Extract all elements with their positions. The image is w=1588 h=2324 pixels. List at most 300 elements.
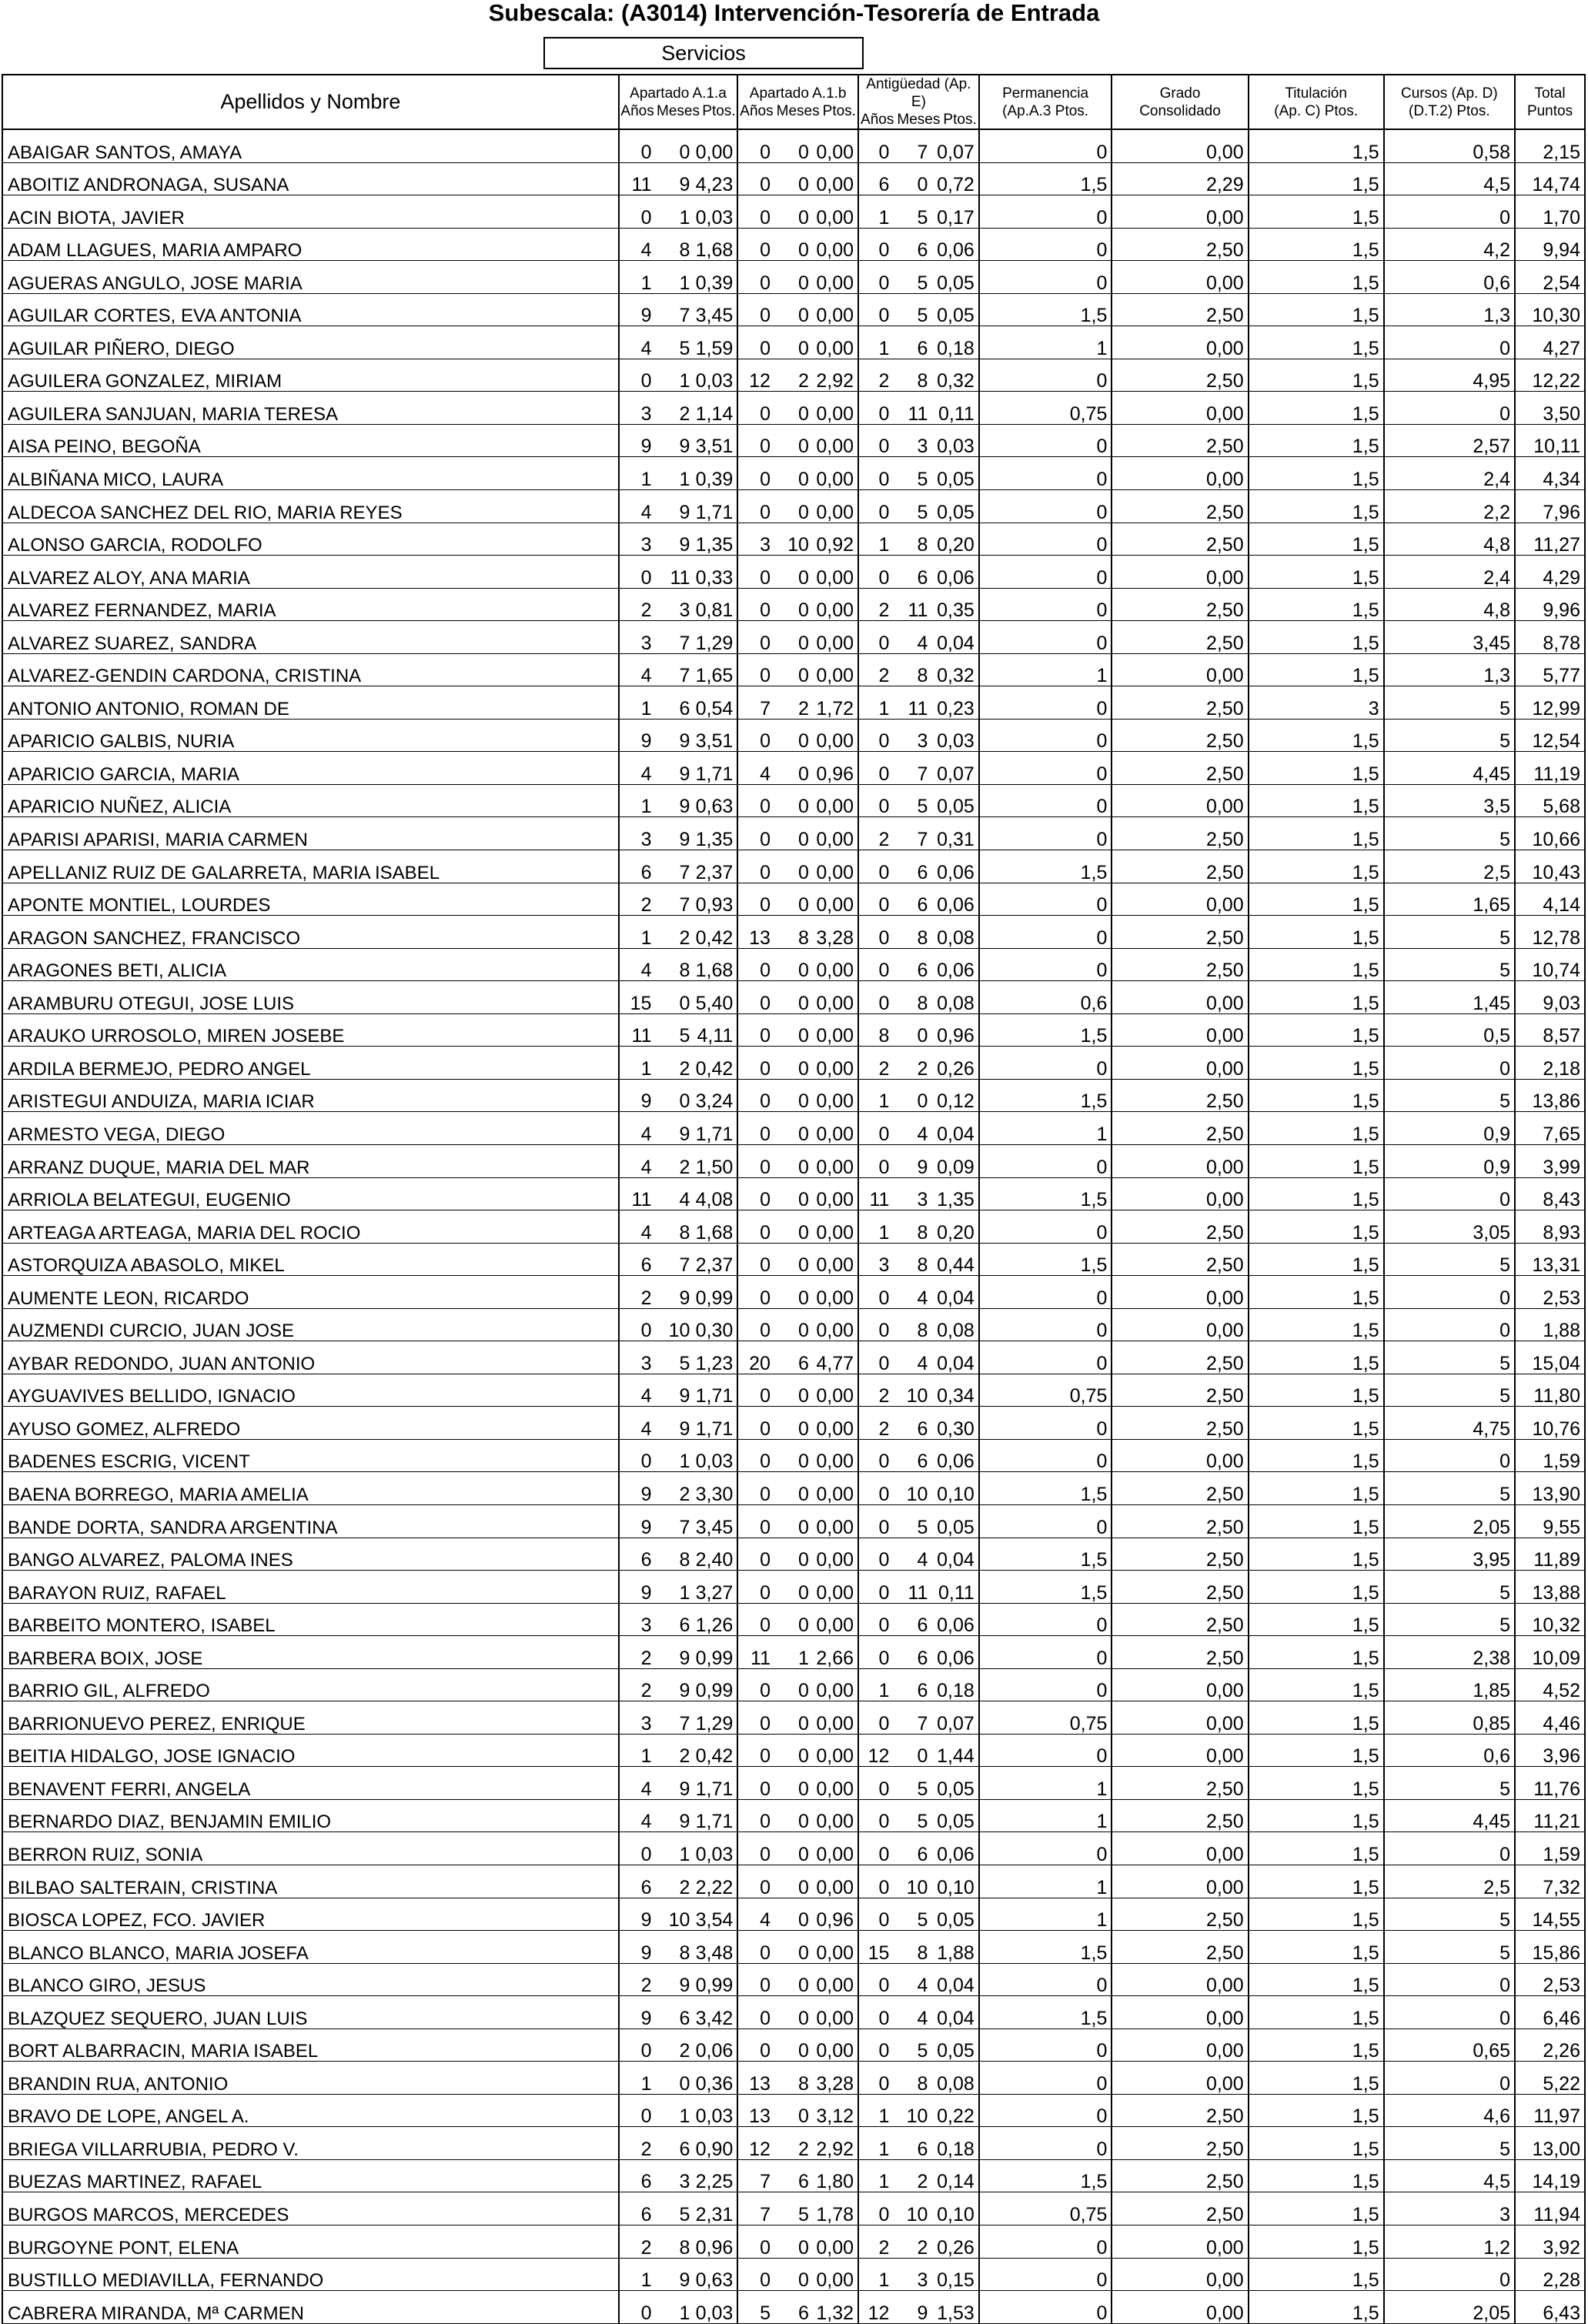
cell-a1b-anos: 0: [737, 2258, 774, 2291]
cell-ant-meses: 2: [893, 1047, 931, 1080]
cell-ant-meses: 7: [893, 752, 931, 785]
cell-cursos: 1,3: [1384, 653, 1515, 686]
cell-permanencia: 0: [979, 817, 1112, 850]
cell-a1b-meses: 0: [774, 129, 813, 162]
cell-cursos: 5: [1384, 916, 1515, 949]
cell-ant-anos: 2: [858, 588, 893, 621]
cell-ant-meses: 8: [893, 523, 931, 556]
cell-cursos: 0,6: [1384, 1734, 1515, 1767]
cell-a1a-ptos: 1,71: [694, 752, 737, 785]
cell-total: 8,57: [1515, 1013, 1585, 1047]
cell-name: BRAVO DE LOPE, ANGEL A.: [2, 2094, 619, 2127]
cell-a1b-ptos: 1,78: [813, 2192, 858, 2225]
cell-grado: 2,50: [1112, 490, 1248, 523]
cell-a1b-meses: 0: [774, 1177, 813, 1210]
cell-grado: 0,00: [1112, 556, 1248, 589]
cell-cursos: 4,5: [1384, 162, 1515, 195]
cell-a1b-anos: 0: [737, 883, 774, 916]
cell-a1b-ptos: 0,92: [813, 523, 858, 556]
table-row: [2, 850, 1585, 883]
cell-cursos: 1,85: [1384, 1668, 1515, 1701]
cell-grado: 2,50: [1112, 359, 1248, 392]
table-row: [2, 1341, 1585, 1374]
cell-ant-meses: 5: [893, 293, 931, 326]
cell-a1a-ptos: 0,42: [694, 1734, 737, 1767]
cell-ant-anos: 2: [858, 1374, 893, 1407]
col-header-a1a-title: Apartado A.1.a: [630, 85, 727, 102]
cell-ant-ptos: 0,15: [931, 2258, 978, 2291]
cell-ant-meses: 5: [893, 490, 931, 523]
cell-a1b-anos: 12: [737, 2127, 774, 2160]
cell-a1b-anos: 0: [737, 1243, 774, 1276]
cell-a1a-meses: 1: [655, 2094, 694, 2127]
cell-a1b-ptos: 0,00: [813, 1963, 858, 1996]
cell-total: 10,09: [1515, 1636, 1585, 1669]
cell-ant-ptos: 1,44: [931, 1734, 978, 1767]
cell-ant-meses: 3: [893, 1177, 931, 1210]
cell-ant-anos: 0: [858, 261, 893, 294]
cell-ant-ptos: 1,88: [931, 1931, 978, 1964]
cell-ant-ptos: 0,05: [931, 784, 978, 817]
cell-total: 13,31: [1515, 1243, 1585, 1276]
cell-name: CABRERA MIRANDA, Mª CARMEN: [2, 2291, 619, 2324]
cell-ant-meses: 0: [893, 162, 931, 195]
cell-titulacion: 1,5: [1249, 1538, 1384, 1571]
table-row: [2, 2094, 1585, 2127]
cell-permanencia: 1,5: [979, 1079, 1112, 1112]
cell-titulacion: 1,5: [1249, 1603, 1384, 1636]
cell-a1a-ptos: 0,03: [694, 1832, 737, 1865]
cell-ant-ptos: 0,06: [931, 556, 978, 589]
cell-grado: 0,00: [1112, 1276, 1248, 1309]
cell-a1a-meses: 6: [655, 686, 694, 720]
cell-a1a-anos: 9: [619, 719, 656, 752]
cell-a1b-anos: 0: [737, 1799, 774, 1832]
cell-a1a-meses: 1: [655, 1832, 694, 1865]
cell-ant-meses: 0: [893, 1013, 931, 1047]
cell-a1a-ptos: 2,31: [694, 2192, 737, 2225]
cell-titulacion: 1,5: [1249, 2225, 1384, 2259]
cell-a1a-ptos: 0,93: [694, 883, 737, 916]
cell-ant-meses: 5: [893, 784, 931, 817]
cell-ant-meses: 4: [893, 1538, 931, 1571]
cell-titulacion: 1,5: [1249, 1898, 1384, 1931]
cell-total: 2,28: [1515, 2258, 1585, 2291]
cell-a1a-meses: 9: [655, 424, 694, 457]
sub-meses: Meses: [776, 102, 820, 119]
cell-total: 9,03: [1515, 981, 1585, 1014]
cell-total: 9,96: [1515, 588, 1585, 621]
cell-cursos: 0: [1384, 1276, 1515, 1309]
cell-cursos: 0: [1384, 1439, 1515, 1472]
cell-a1a-ptos: 1,71: [694, 490, 737, 523]
cell-ant-meses: 11: [893, 392, 931, 425]
cell-total: 11,19: [1515, 752, 1585, 785]
cell-titulacion: 1,5: [1249, 1472, 1384, 1505]
cell-name: AYBAR REDONDO, JUAN ANTONIO: [2, 1341, 619, 1374]
cell-a1b-meses: 5: [774, 2192, 813, 2225]
table-row: [2, 1439, 1585, 1472]
cell-cursos: 0: [1384, 1832, 1515, 1865]
cell-a1a-ptos: 5,40: [694, 981, 737, 1014]
cell-a1a-anos: 9: [619, 293, 656, 326]
cell-ant-meses: 3: [893, 2258, 931, 2291]
cell-cursos: 0,9: [1384, 1112, 1515, 1145]
cell-a1b-anos: 0: [737, 2225, 774, 2259]
cell-total: 12,22: [1515, 359, 1585, 392]
cell-titulacion: 1,5: [1249, 1407, 1384, 1440]
table-row: [2, 457, 1585, 490]
cell-grado: 0,00: [1112, 1668, 1248, 1701]
cell-a1a-ptos: 3,27: [694, 1571, 737, 1604]
cell-permanencia: 0: [979, 1407, 1112, 1440]
cell-titulacion: 1,5: [1249, 424, 1384, 457]
cell-ant-ptos: 0,05: [931, 1767, 978, 1800]
cell-a1b-anos: 0: [737, 1734, 774, 1767]
cell-a1b-meses: 0: [774, 1013, 813, 1047]
cell-a1b-ptos: 2,92: [813, 359, 858, 392]
cell-a1a-meses: 6: [655, 2127, 694, 2160]
cell-grado: 2,50: [1112, 2127, 1248, 2160]
cell-titulacion: 1,5: [1249, 1832, 1384, 1865]
cell-titulacion: 1,5: [1249, 2291, 1384, 2324]
cell-ant-anos: 0: [858, 457, 893, 490]
cell-cursos: 4,8: [1384, 523, 1515, 556]
cell-a1b-ptos: 0,00: [813, 195, 858, 229]
cell-a1a-ptos: 3,30: [694, 1472, 737, 1505]
cell-titulacion: 1,5: [1249, 981, 1384, 1014]
cell-a1a-anos: 0: [619, 2028, 656, 2062]
cell-a1b-anos: 0: [737, 1571, 774, 1604]
cell-titulacion: 1,5: [1249, 1210, 1384, 1244]
cell-a1b-meses: 6: [774, 1341, 813, 1374]
cell-titulacion: 1,5: [1249, 1144, 1384, 1177]
cell-total: 1,70: [1515, 195, 1585, 229]
cell-a1b-ptos: 0,00: [813, 1701, 858, 1735]
cell-name: ALVAREZ SUAREZ, SANDRA: [2, 621, 619, 654]
cell-name: ADAM LLAGUES, MARIA AMPARO: [2, 228, 619, 261]
cell-permanencia: 1: [979, 1112, 1112, 1145]
cell-a1b-anos: 0: [737, 1210, 774, 1244]
cell-name: APARISI APARISI, MARIA CARMEN: [2, 817, 619, 850]
col-header-cursos-l2: (D.T.2) Ptos.: [1409, 102, 1490, 119]
table-row: [2, 1996, 1585, 2029]
cell-a1b-ptos: 0,00: [813, 850, 858, 883]
cell-a1a-anos: 2: [619, 2127, 656, 2160]
cell-ant-anos: 0: [858, 228, 893, 261]
cell-permanencia: 1,5: [979, 850, 1112, 883]
cell-a1a-meses: 2: [655, 1472, 694, 1505]
table-body: [2, 129, 1585, 2323]
cell-ant-meses: 5: [893, 2028, 931, 2062]
cell-cursos: 0: [1384, 1308, 1515, 1341]
col-header-grado-l1: Grado: [1159, 85, 1201, 102]
cell-a1b-ptos: 0,00: [813, 1374, 858, 1407]
cell-a1b-meses: 0: [774, 1603, 813, 1636]
cell-ant-ptos: 1,53: [931, 2291, 978, 2324]
table-row: [2, 1571, 1585, 1604]
cell-a1b-meses: 0: [774, 293, 813, 326]
cell-ant-meses: 6: [893, 1668, 931, 1701]
cell-titulacion: 1,5: [1249, 326, 1384, 359]
cell-titulacion: 1,5: [1249, 1931, 1384, 1964]
cell-ant-ptos: 0,44: [931, 1243, 978, 1276]
cell-a1a-anos: 1: [619, 784, 656, 817]
cell-total: 7,65: [1515, 1112, 1585, 1145]
cell-a1a-ptos: 0,39: [694, 457, 737, 490]
cell-name: BURGOYNE PONT, ELENA: [2, 2225, 619, 2259]
cell-total: 4,46: [1515, 1701, 1585, 1735]
col-header-antiguedad-title: Antigüedad (Ap. E): [866, 76, 971, 110]
cell-a1b-meses: 0: [774, 1963, 813, 1996]
cell-a1a-meses: 2: [655, 392, 694, 425]
cell-total: 15,86: [1515, 1931, 1585, 1964]
cell-a1b-meses: 0: [774, 1276, 813, 1309]
cell-ant-ptos: 0,03: [931, 719, 978, 752]
cell-ant-anos: 0: [858, 1308, 893, 1341]
cell-grado: 2,50: [1112, 719, 1248, 752]
cell-cursos: 4,8: [1384, 588, 1515, 621]
cell-permanencia: 1,5: [979, 1931, 1112, 1964]
cell-ant-ptos: 0,05: [931, 1799, 978, 1832]
cell-grado: 0,00: [1112, 1144, 1248, 1177]
cell-a1b-meses: 0: [774, 2094, 813, 2127]
cell-a1b-meses: 0: [774, 948, 813, 981]
cell-grado: 0,00: [1112, 2225, 1248, 2259]
cell-a1b-anos: 4: [737, 1898, 774, 1931]
cell-grado: 0,00: [1112, 1996, 1248, 2029]
cell-ant-anos: 0: [858, 1799, 893, 1832]
cell-titulacion: 1,5: [1249, 2028, 1384, 2062]
cell-titulacion: 1,5: [1249, 2127, 1384, 2160]
cell-ant-ptos: 0,07: [931, 129, 978, 162]
cell-total: 13,90: [1515, 1472, 1585, 1505]
cell-cursos: 1,45: [1384, 981, 1515, 1014]
cell-titulacion: 1,5: [1249, 1701, 1384, 1735]
cell-a1a-ptos: 1,71: [694, 1112, 737, 1145]
cell-ant-ptos: 0,72: [931, 162, 978, 195]
cell-name: ALONSO GARCIA, RODOLFO: [2, 523, 619, 556]
cell-titulacion: 1,5: [1249, 1439, 1384, 1472]
cell-a1b-ptos: 0,00: [813, 1865, 858, 1898]
cell-ant-meses: 11: [893, 588, 931, 621]
cell-ant-anos: 0: [858, 1112, 893, 1145]
cell-grado: 0,00: [1112, 1177, 1248, 1210]
cell-ant-anos: 2: [858, 2225, 893, 2259]
cell-ant-anos: 1: [858, 2258, 893, 2291]
cell-a1b-ptos: 2,92: [813, 2127, 858, 2160]
col-header-total-l1: Total: [1534, 85, 1566, 102]
cell-cursos: 1,3: [1384, 293, 1515, 326]
cell-a1a-meses: 7: [655, 1701, 694, 1735]
cell-a1a-ptos: 2,40: [694, 1538, 737, 1571]
cell-ant-anos: 0: [858, 392, 893, 425]
table-row: [2, 916, 1585, 949]
cell-total: 13,00: [1515, 2127, 1585, 2160]
cell-grado: 2,50: [1112, 424, 1248, 457]
cell-ant-ptos: 0,05: [931, 457, 978, 490]
cell-permanencia: 1,5: [979, 162, 1112, 195]
cell-a1a-ptos: 1,68: [694, 1210, 737, 1244]
cell-a1a-ptos: 0,63: [694, 784, 737, 817]
cell-ant-meses: 9: [893, 2291, 931, 2324]
cell-a1b-ptos: 0,00: [813, 1144, 858, 1177]
sub-anos: Años: [740, 102, 774, 119]
table-row: [2, 2258, 1585, 2291]
cell-a1b-meses: 0: [774, 1767, 813, 1800]
sub-meses: Meses: [657, 102, 700, 119]
cell-a1a-meses: 1: [655, 1571, 694, 1604]
cell-permanencia: 0: [979, 1668, 1112, 1701]
cell-ant-ptos: 0,32: [931, 359, 978, 392]
cell-permanencia: 0,75: [979, 1701, 1112, 1735]
cell-a1a-meses: 6: [655, 1603, 694, 1636]
table-row: [2, 2192, 1585, 2225]
cell-grado: 0,00: [1112, 981, 1248, 1014]
table-row: [2, 1407, 1585, 1440]
table-row: [2, 162, 1585, 195]
cell-a1b-anos: 13: [737, 916, 774, 949]
cell-a1b-meses: 0: [774, 1799, 813, 1832]
cell-titulacion: 1,5: [1249, 1767, 1384, 1800]
cell-permanencia: 0: [979, 129, 1112, 162]
cell-cursos: 5: [1384, 1767, 1515, 1800]
cell-name: BERNARDO DIAZ, BENJAMIN EMILIO: [2, 1799, 619, 1832]
cell-total: 10,66: [1515, 817, 1585, 850]
cell-a1b-ptos: 0,00: [813, 392, 858, 425]
cell-total: 3,92: [1515, 2225, 1585, 2259]
cell-a1a-meses: 9: [655, 162, 694, 195]
cell-ant-meses: 6: [893, 948, 931, 981]
cell-titulacion: 3: [1249, 686, 1384, 720]
table-row: [2, 653, 1585, 686]
cell-ant-meses: 4: [893, 1112, 931, 1145]
cell-a1b-meses: 0: [774, 556, 813, 589]
cell-grado: 2,50: [1112, 1243, 1248, 1276]
cell-ant-anos: 11: [858, 1177, 893, 1210]
cell-ant-anos: 15: [858, 1931, 893, 1964]
cell-a1b-ptos: 0,00: [813, 162, 858, 195]
cell-a1a-anos: 15: [619, 981, 656, 1014]
cell-grado: 0,00: [1112, 1308, 1248, 1341]
cell-a1b-anos: 0: [737, 392, 774, 425]
cell-titulacion: 1,5: [1249, 916, 1384, 949]
cell-a1a-meses: 8: [655, 2225, 694, 2259]
cell-cursos: 0: [1384, 1047, 1515, 1080]
cell-name: AGUILERA SANJUAN, MARIA TERESA: [2, 392, 619, 425]
cell-titulacion: 1,5: [1249, 621, 1384, 654]
cell-grado: 2,50: [1112, 523, 1248, 556]
cell-ant-anos: 0: [858, 981, 893, 1014]
cell-a1b-anos: 7: [737, 2159, 774, 2192]
cell-name: BARBERA BOIX, JOSE: [2, 1636, 619, 1669]
table-row: [2, 1144, 1585, 1177]
col-header-titulacion-l1: Titulación: [1285, 85, 1347, 102]
cell-ant-ptos: 0,06: [931, 850, 978, 883]
cell-name: AGUILERA GONZALEZ, MIRIAM: [2, 359, 619, 392]
cell-a1b-meses: 0: [774, 1472, 813, 1505]
cell-name: AGUILAR CORTES, EVA ANTONIA: [2, 293, 619, 326]
cell-permanencia: 0: [979, 588, 1112, 621]
cell-a1b-meses: 0: [774, 1996, 813, 2029]
cell-grado: 2,50: [1112, 1767, 1248, 1800]
cell-name: ARAMBURU OTEGUI, JOSE LUIS: [2, 981, 619, 1014]
cell-cursos: 5: [1384, 1603, 1515, 1636]
cell-grado: 0,00: [1112, 392, 1248, 425]
cell-ant-ptos: 0,06: [931, 228, 978, 261]
cell-total: 10,76: [1515, 1407, 1585, 1440]
cell-a1b-anos: 0: [737, 1603, 774, 1636]
cell-total: 15,04: [1515, 1341, 1585, 1374]
cell-cursos: 2,4: [1384, 556, 1515, 589]
cell-a1b-meses: 0: [774, 1701, 813, 1735]
cell-a1a-anos: 11: [619, 162, 656, 195]
cell-ant-meses: 5: [893, 261, 931, 294]
cell-a1b-ptos: 0,00: [813, 129, 858, 162]
cell-a1b-ptos: 0,00: [813, 424, 858, 457]
cell-ant-ptos: 0,26: [931, 2225, 978, 2259]
cell-titulacion: 1,5: [1249, 523, 1384, 556]
cell-a1b-anos: 0: [737, 1963, 774, 1996]
cell-total: 11,94: [1515, 2192, 1585, 2225]
cell-ant-meses: 11: [893, 686, 931, 720]
cell-ant-meses: 8: [893, 2062, 931, 2095]
cell-permanencia: 1,5: [979, 1571, 1112, 1604]
cell-titulacion: 1,5: [1249, 1963, 1384, 1996]
cell-permanencia: 0: [979, 1047, 1112, 1080]
cell-permanencia: 0: [979, 1603, 1112, 1636]
cell-a1a-ptos: 3,42: [694, 1996, 737, 2029]
cell-ant-anos: 0: [858, 1571, 893, 1604]
cell-ant-anos: 0: [858, 1144, 893, 1177]
table-row: [2, 1636, 1585, 1669]
col-header-cursos-l1: Cursos (Ap. D): [1401, 85, 1498, 102]
cell-ant-anos: 0: [858, 752, 893, 785]
table-row: [2, 261, 1585, 294]
cell-ant-ptos: 1,35: [931, 1177, 978, 1210]
cell-ant-ptos: 0,06: [931, 1603, 978, 1636]
cell-a1a-ptos: 0,63: [694, 2258, 737, 2291]
cell-total: 11,80: [1515, 1374, 1585, 1407]
cell-a1b-ptos: 0,00: [813, 1472, 858, 1505]
cell-ant-ptos: 0,09: [931, 1144, 978, 1177]
cell-a1b-ptos: 3,28: [813, 2062, 858, 2095]
cell-name: AYUSO GOMEZ, ALFREDO: [2, 1407, 619, 1440]
cell-ant-ptos: 0,05: [931, 293, 978, 326]
cell-permanencia: 0: [979, 457, 1112, 490]
cell-name: BANDE DORTA, SANDRA ARGENTINA: [2, 1504, 619, 1538]
cell-a1a-anos: 4: [619, 1374, 656, 1407]
cell-permanencia: 0: [979, 916, 1112, 949]
cell-a1a-anos: 3: [619, 1603, 656, 1636]
cell-a1b-ptos: 0,00: [813, 621, 858, 654]
cell-titulacion: 1,5: [1249, 1668, 1384, 1701]
cell-ant-ptos: 0,32: [931, 653, 978, 686]
cell-a1a-meses: 3: [655, 2159, 694, 2192]
cell-a1b-ptos: 0,00: [813, 1767, 858, 1800]
cell-a1a-anos: 4: [619, 1767, 656, 1800]
cell-a1b-ptos: 0,00: [813, 1276, 858, 1309]
sub-ptos: Ptos.: [822, 102, 856, 119]
cell-grado: 0,00: [1112, 883, 1248, 916]
cell-cursos: 4,95: [1384, 359, 1515, 392]
cell-a1b-anos: 0: [737, 784, 774, 817]
cell-a1b-ptos: 0,96: [813, 752, 858, 785]
cell-a1a-meses: 5: [655, 1013, 694, 1047]
table-row: [2, 1472, 1585, 1505]
cell-cursos: 0: [1384, 326, 1515, 359]
cell-ant-meses: 10: [893, 1472, 931, 1505]
